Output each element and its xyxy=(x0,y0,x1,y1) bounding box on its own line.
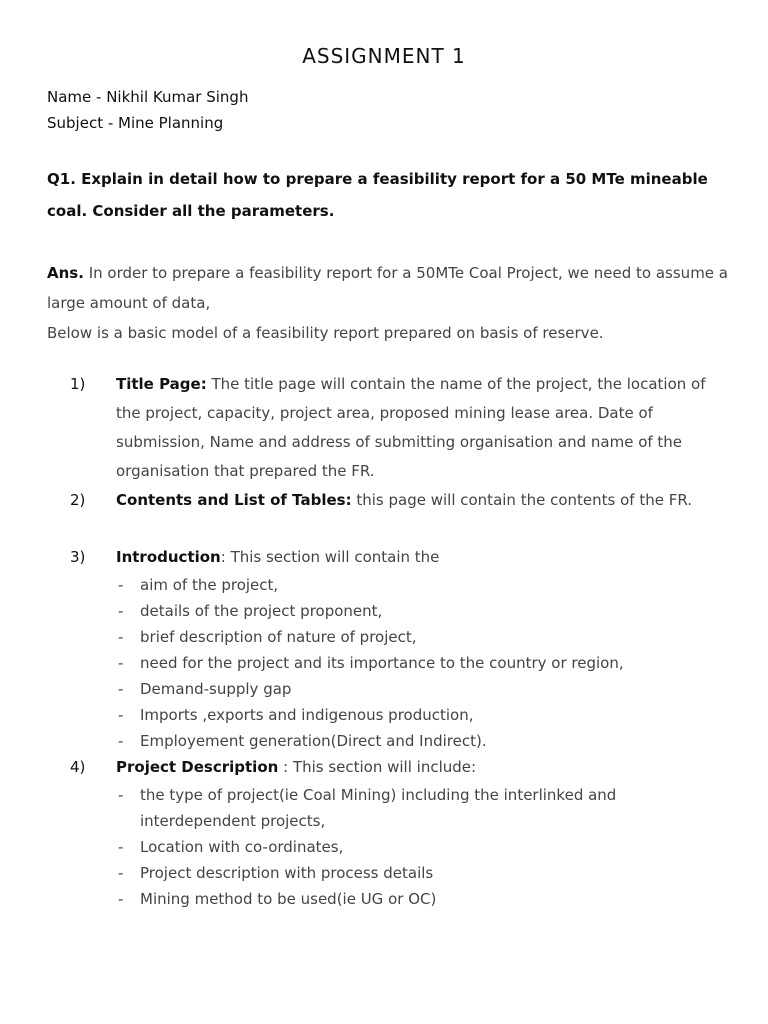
answer-text-1: In order to prepare a feasibility report for a 50MTe Coal Project, we need to assume a large amount of data, xyxy=(47,264,728,312)
answer-intro xyxy=(47,258,737,348)
item-number: 2) xyxy=(70,491,86,509)
answer-label: Ans. xyxy=(47,264,84,282)
item-number: 1) xyxy=(70,375,86,393)
bullet-item: - Imports ,exports and indigenous production, xyxy=(116,702,710,728)
bullet-item: - the type of project(ie Coal Mining) including the interlinked and interdependent projects, xyxy=(116,782,710,834)
item-number: 4) xyxy=(70,758,86,776)
bullet-item: - brief description of nature of project, xyxy=(116,624,710,650)
list-item-project-description xyxy=(70,753,710,912)
list-item-contents xyxy=(70,486,710,515)
subject-line: Subject - Mine Planning xyxy=(47,114,224,132)
item-text: this page will contain the contents of the FR. xyxy=(351,491,692,509)
list-item-introduction xyxy=(70,543,710,754)
introduction-bullets xyxy=(116,572,710,754)
bullet-item: - Demand-supply gap xyxy=(116,676,710,702)
bullet-item: - Employement generation(Direct and Indirect). xyxy=(116,728,710,754)
item-heading: Contents and List of Tables: xyxy=(116,491,352,509)
question-text: Q1. Explain in detail how to prepare a feasibility report for a 50 MTe mineable coal. Consider all the parameters. xyxy=(47,170,708,220)
bullet-item: - Location with co-ordinates, xyxy=(116,834,710,860)
item-heading: Title Page: xyxy=(116,375,207,393)
item-text: : This section will contain the xyxy=(220,548,440,566)
list-item-title-page xyxy=(70,370,710,486)
document-title: ASSIGNMENT 1 xyxy=(302,44,466,68)
bullet-item: - Mining method to be used(ie UG or OC) xyxy=(116,886,710,912)
item-text: The title page will contain the name of the project, the location of the project, capacity, project area, proposed mining lease area. Date of submission, Name and address of submitting organisation and name of the organisation that prepared the FR. xyxy=(116,375,706,480)
item-heading: Project Description xyxy=(116,758,279,776)
bullet-item: - need for the project and its importance to the country or region, xyxy=(116,650,710,676)
item-number: 3) xyxy=(70,548,86,566)
item-text: : This section will include: xyxy=(278,758,477,776)
project-description-bullets xyxy=(116,782,710,912)
bullet-item: - Project description with process details xyxy=(116,860,710,886)
bullet-item: - details of the project proponent, xyxy=(116,598,710,624)
answer-text-2: Below is a basic model of a feasibility report prepared on basis of reserve. xyxy=(47,324,604,342)
student-name: Name - Nikhil Kumar Singh xyxy=(47,88,249,106)
bullet-item: - aim of the project, xyxy=(116,572,710,598)
item-heading: Introduction xyxy=(116,548,221,566)
